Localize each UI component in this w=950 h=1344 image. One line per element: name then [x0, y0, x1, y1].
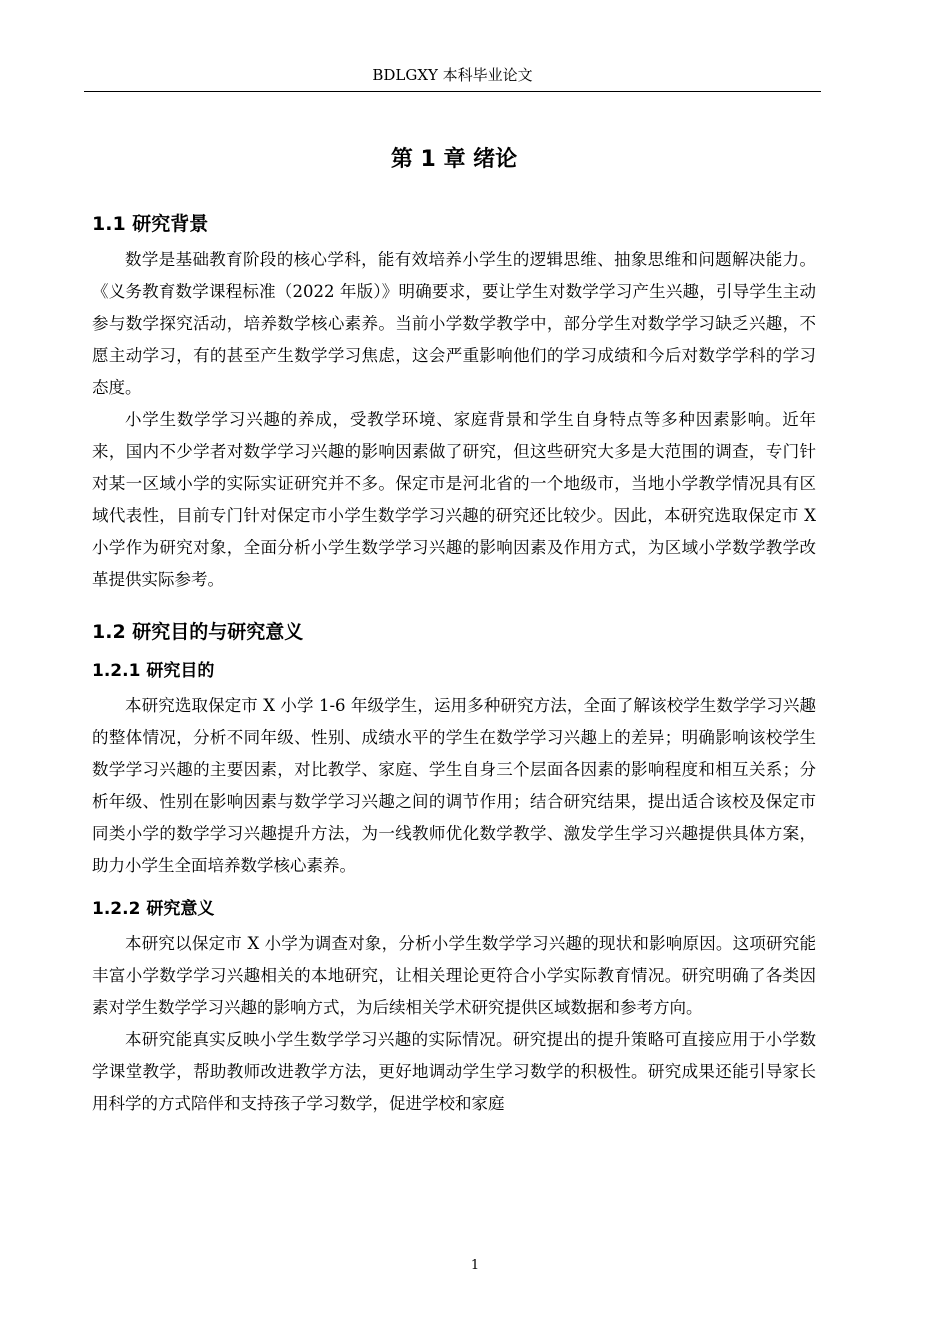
subsection-heading-1-2-1: 1.2.1 研究目的 — [92, 661, 215, 681]
page-number: 1 — [470, 1258, 480, 1273]
chapter-title: 第 1 章 绪论 — [390, 147, 518, 172]
page-body — [92, 140, 816, 1120]
paragraph: 数学是基础教育阶段的核心学科，能有效培养小学生的逻辑思维、抽象思维和问题解决能力。《义务教育数学课程标准（2022 年版）》明确要求，要让学生对数学学习产生兴趣，引导学生主动参与数学探究活动，培养数学核心素养。当前小学数学教学中，部分学生对数学学习缺乏兴趣，不愿主动学习，有的甚至产生数学学习焦虑，这会严重影响他们的学习成绩和今后对数学学科的学习态度。 — [92, 250, 816, 397]
section-heading-1-2: 1.2 研究目的与研究意义 — [92, 621, 304, 643]
paragraph: 本研究以保定市 X 小学为调查对象，分析小学生数学学习兴趣的现状和影响原因。这项研究能丰富小学数学学习兴趣相关的本地研究，让相关理论更符合小学实际教育情况。研究明确了各类因素对学生数学学习兴趣的影响方式，为后续相关学术研究提供区域数据和参考方向。 — [92, 934, 816, 1017]
paragraph: 本研究选取保定市 X 小学 1-6 年级学生，运用多种研究方法，全面了解该校学生数学学习兴趣的整体情况，分析不同年级、性别、成绩水平的学生在数学学习兴趣上的差异；明确影响该校学生数学学习兴趣的主要因素，对比教学、家庭、学生自身三个层面各因素的影响程度和相互关系；分析年级、性别在影响因素与数学学习兴趣之间的调节作用；结合研究结果，提出适合该校及保定市同类小学的数学学习兴趣提升方法，为一线教师优化数学教学、激发学生学习兴趣提供具体方案，助力小学生全面培养数学核心素养。 — [92, 696, 816, 875]
header-rule — [84, 91, 821, 92]
section-heading-1-1: 1.1 研究背景 — [92, 213, 209, 235]
subsection-heading-1-2-2: 1.2.2 研究意义 — [92, 899, 215, 919]
paragraph: 本研究能真实反映小学生数学学习兴趣的实际情况。研究提出的提升策略可直接应用于小学数学课堂教学，帮助教师改进教学方法，更好地调动学生学习数学的积极性。研究成果还能引导家长用科学的方式陪伴和支持孩子学习数学，促进学校和家庭 — [92, 1030, 816, 1113]
paragraph: 小学生数学学习兴趣的养成，受教学环境、家庭背景和学生自身特点等多种因素影响。近年来，国内不少学者对数学学习兴趣的影响因素做了研究，但这些研究大多是大范围的调查，专门针对某一区域小学的实际实证研究并不多。保定市是河北省的一个地级市，当地小学教学情况具有区域代表性，目前专门针对保定市小学生数学学习兴趣的研究还比较少。因此，本研究选取保定市 X 小学作为研究对象，全面分析小学生数学学习兴趣的影响因素及作用方式，为区域小学数学教学改革提供实际参考。 — [92, 410, 816, 589]
running-header: BDLGXY 本科毕业论文 — [372, 66, 533, 84]
